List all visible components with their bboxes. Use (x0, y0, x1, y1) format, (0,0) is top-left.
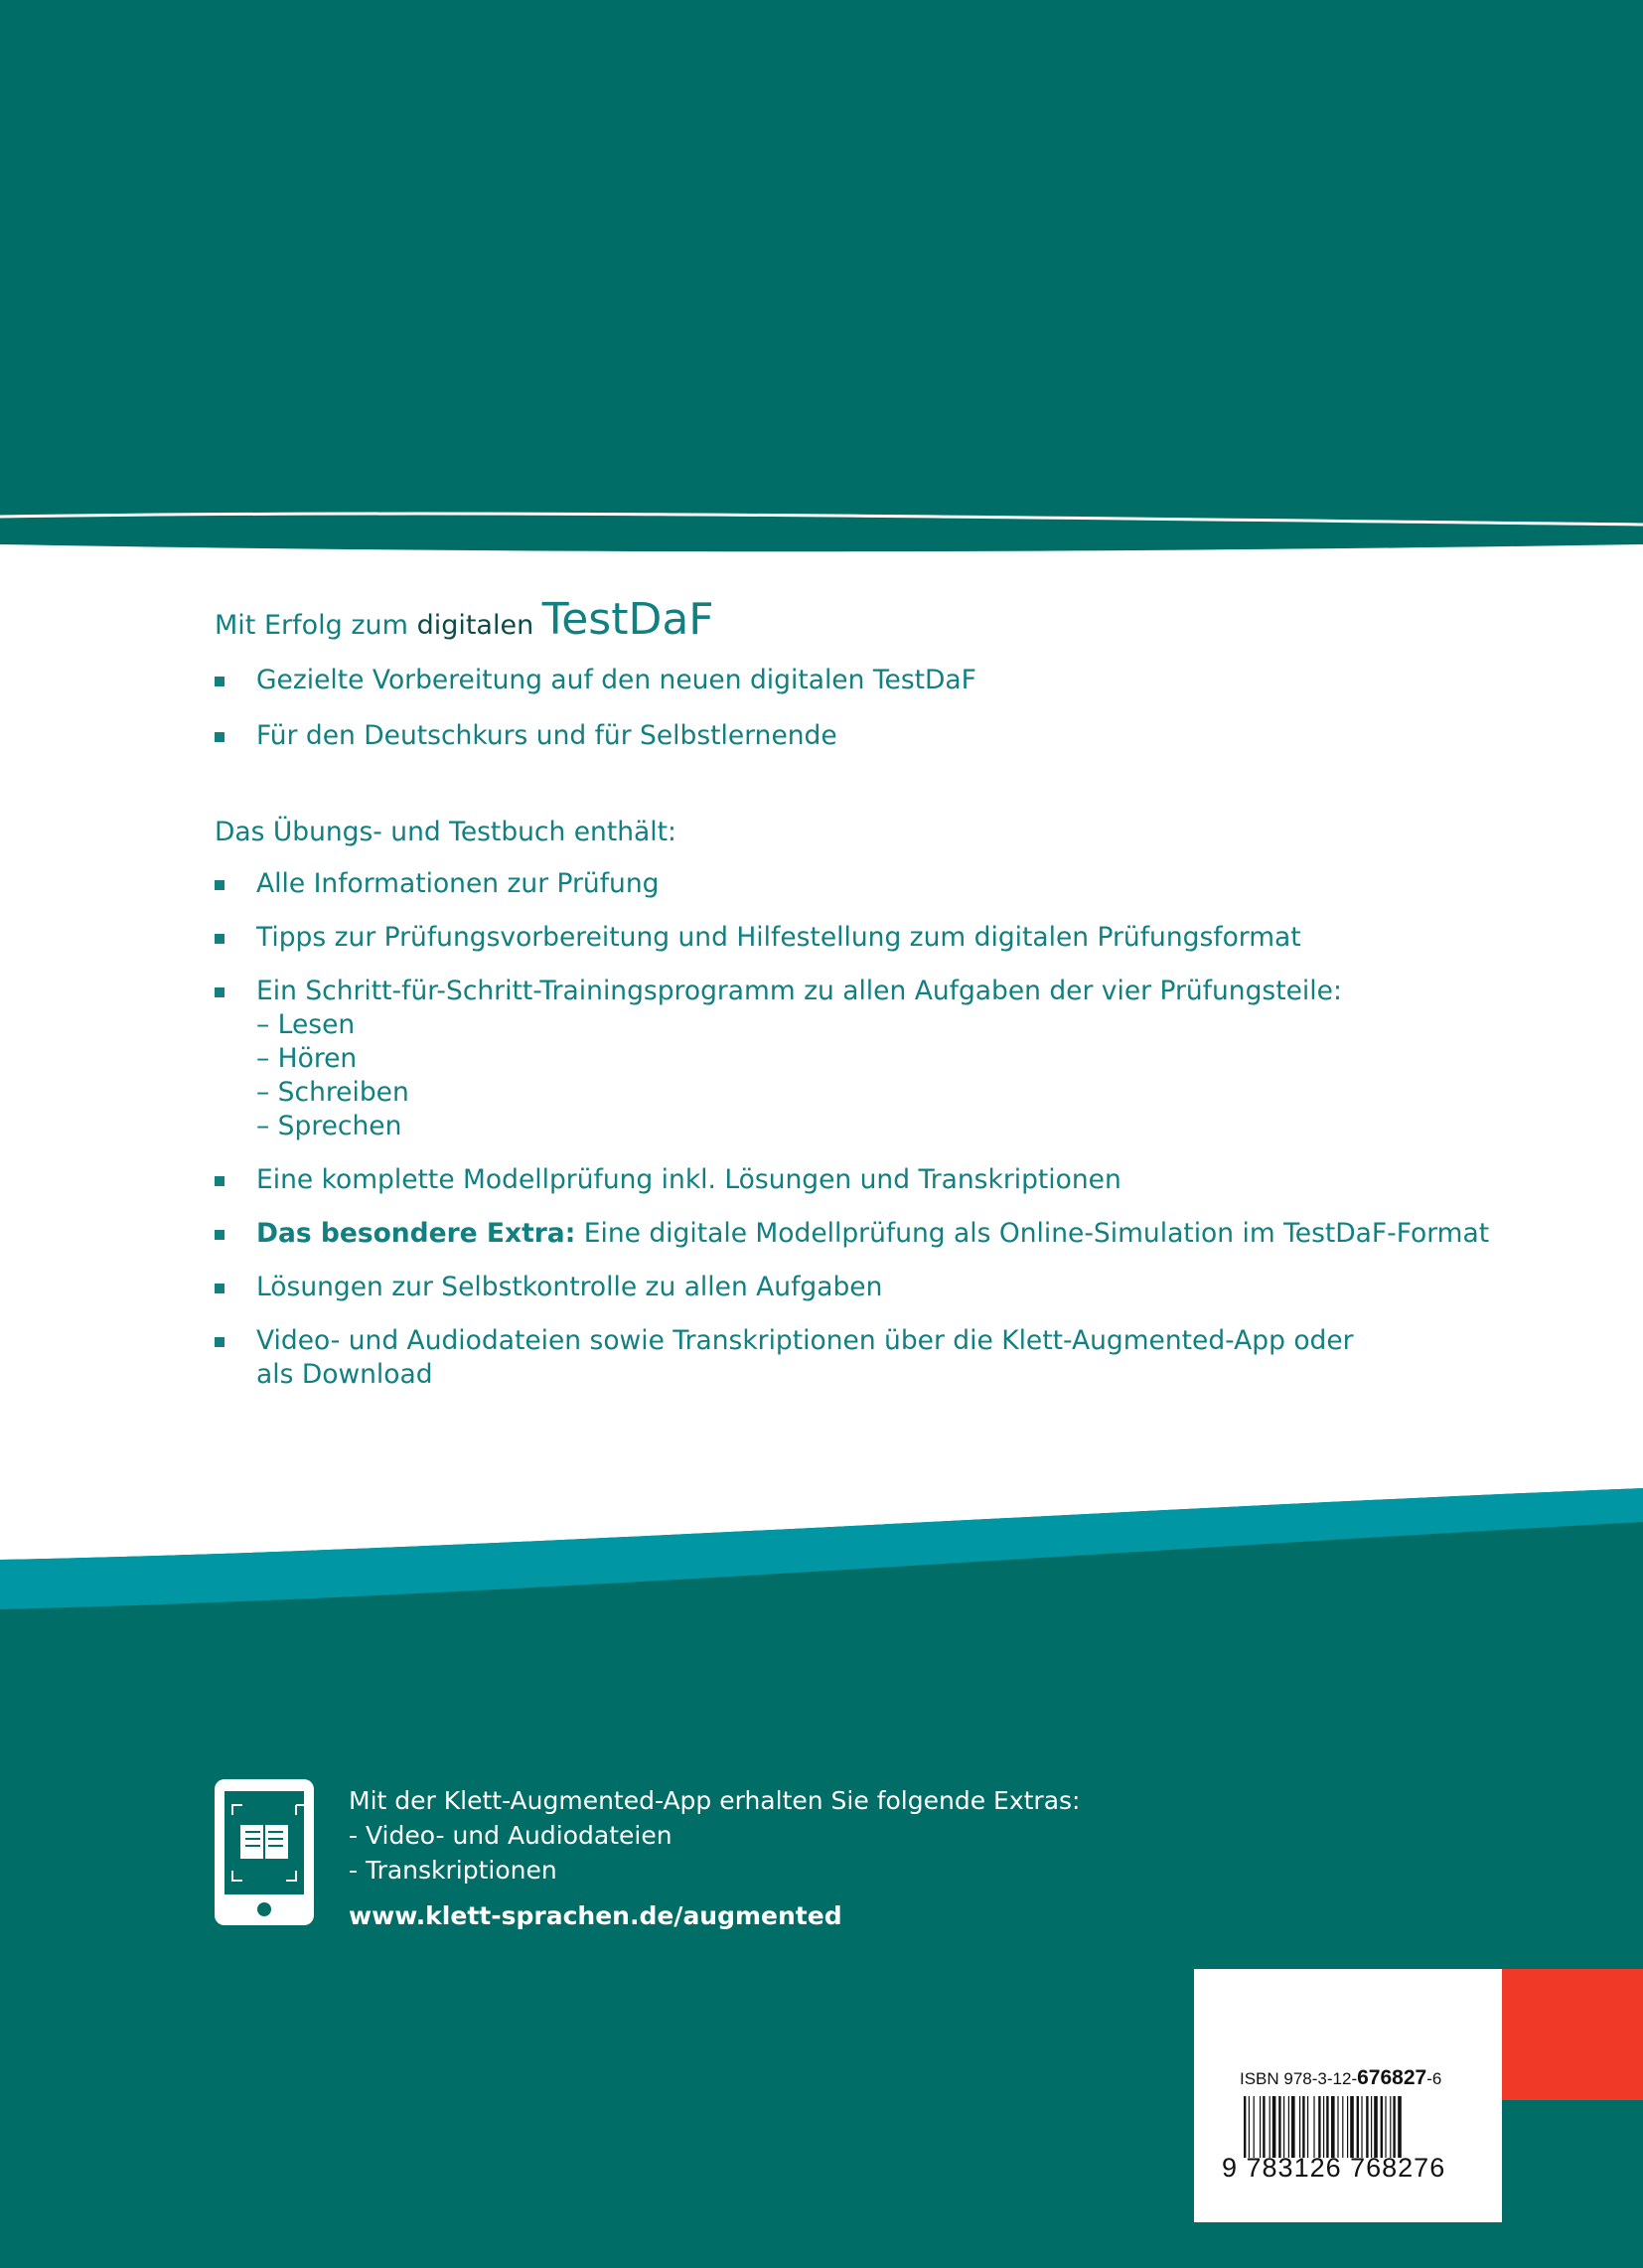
list-item: Video- und Audiodateien sowie Transkriptionen über die Klett-Augmented-App oder als Download (215, 1324, 1489, 1392)
sub-item-sprechen: – Sprechen (256, 1111, 402, 1141)
sub-item-lesen: – Lesen (256, 1009, 356, 1040)
isbn-text: ISBN 978-3-12-676827-6 (1240, 2066, 1442, 2089)
list-item: Das besondere Extra: Eine digitale Modellprüfung als Online-Simulation im TestDaF-Format (215, 1217, 1489, 1251)
list-item: Lösungen zur Selbstkontrolle zu allen Aufgaben (215, 1271, 1489, 1304)
app-extras-text: Mit der Klett-Augmented-App erhalten Sie folgende Extras: - Video- und Audiodateien - Transkriptionen (349, 1786, 1081, 1885)
intro-heading: Mit Erfolg zum digitalen TestDaF (215, 594, 714, 645)
isbn-barcode-box (1194, 1969, 1502, 2222)
product-title: TestDaF (541, 594, 714, 645)
contents-list (215, 867, 1489, 1412)
list-item: Für den Deutschkurs und für Selbstlernende (215, 719, 976, 753)
contents-heading: Das Übungs- und Testbuch enthält: (215, 817, 676, 847)
barcode-digits: 9 783126 768276 (1222, 2153, 1446, 2183)
feature-list (215, 664, 976, 775)
augmented-url-link[interactable]: www.klett-sprachen.de/augmented (349, 1901, 842, 1930)
list-item: Ein Schritt-für-Schritt-Trainingsprogramm zu allen Aufgaben der vier Prüfungsteile: – Lesen – Hören – Schreiben – Sprechen (215, 975, 1489, 1143)
list-item: Eine komplette Modellprüfung inkl. Lösungen und Transkriptionen (215, 1163, 1489, 1197)
red-color-block (1500, 1969, 1643, 2100)
sub-item-schreiben: – Schreiben (256, 1077, 409, 1108)
list-item: Tipps zur Prüfungsvorbereitung und Hilfestellung zum digitalen Prüfungsformat (215, 921, 1489, 955)
list-item: Alle Informationen zur Prüfung (215, 867, 1489, 901)
tablet-book-icon (211, 1775, 318, 1929)
list-item: Gezielte Vorbereitung auf den neuen digitalen TestDaF (215, 664, 976, 697)
sub-item-hoeren: – Hören (256, 1043, 358, 1074)
